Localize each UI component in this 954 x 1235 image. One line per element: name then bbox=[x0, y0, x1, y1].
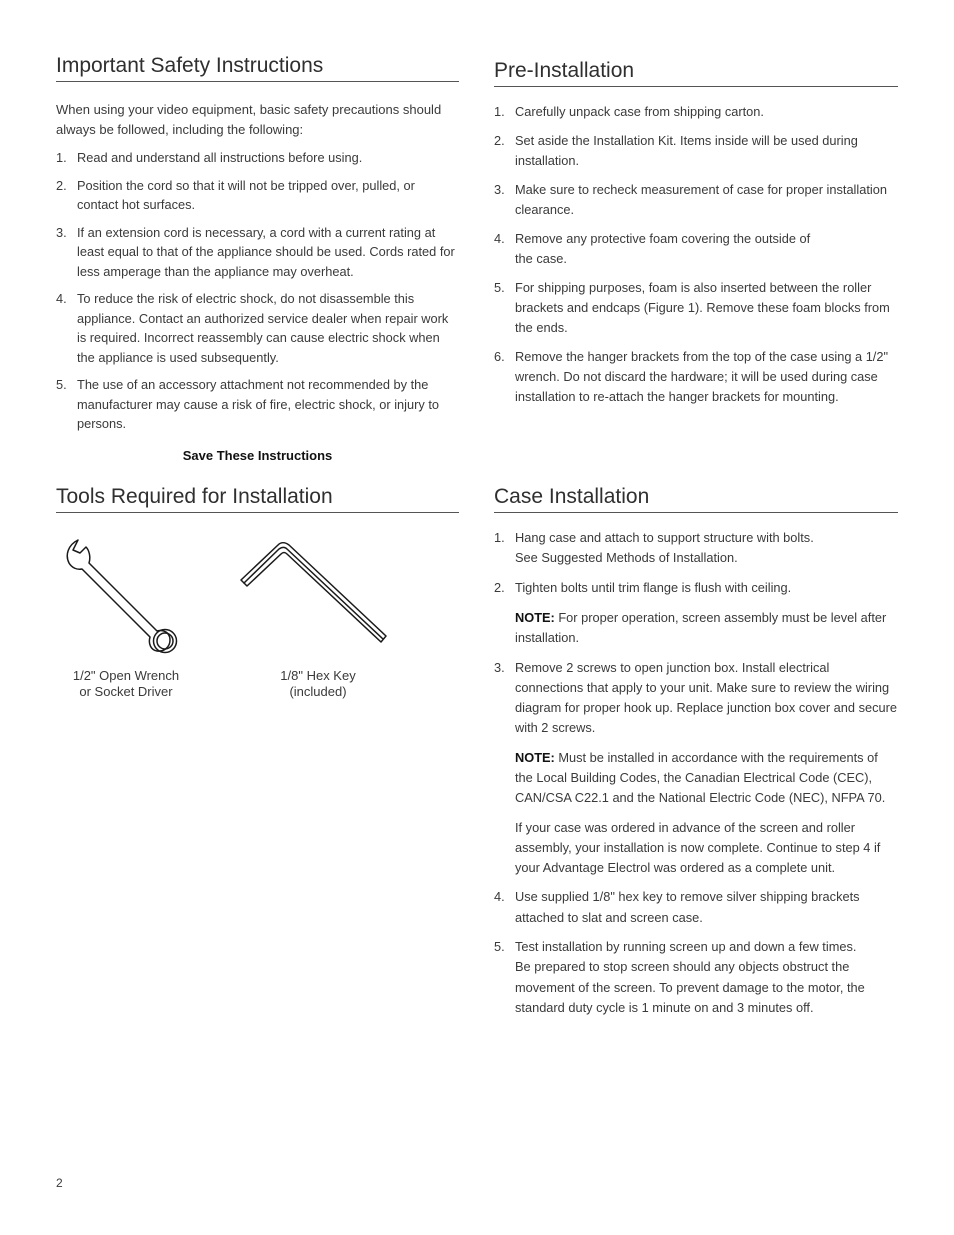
hex-key-icon bbox=[239, 541, 399, 656]
advance-order-paragraph: If your case was ordered in advance of the screen and roller assembly, your installation is now complete. Continue to step 4 if your Advantage Electrol was ordered as a complete unit. bbox=[515, 820, 881, 875]
wrench-caption: 1/2" Open Wrench or Socket Driver bbox=[72, 668, 180, 699]
list-item: 4. To reduce the risk of electric shock, do not disassemble this appliance. Contact an authorized service dealer when repair work is required. Incorrect reassembly can cause electric shock when the appliance is used subsequently. bbox=[56, 291, 449, 365]
safety-section bbox=[56, 54, 459, 463]
list-item: 1. Read and understand all instructions before using. bbox=[56, 150, 363, 165]
list-item: 5. Test installation by running screen up and down a few times. Be prepared to stop screen should any objects obstruct the movement of the screen. To prevent damage to the motor, the standard duty cycle is 1 minute on and 3 minutes off. bbox=[494, 939, 865, 1015]
pre-installation-section bbox=[494, 59, 898, 407]
list-item: 5. For shipping purposes, foam is also inserted between the roller brackets and endcaps (Figure 1). Remove these foam blocks from the ends. bbox=[494, 280, 890, 335]
list-item: 2. Set aside the Installation Kit. Items inside will be used during installation. bbox=[494, 133, 858, 168]
list-item: 1. Carefully unpack case from shipping carton. bbox=[494, 104, 764, 119]
page-number: 2 bbox=[56, 1176, 63, 1190]
list-item: 2. Position the cord so that it will not be tripped over, pulled, or contact hot surfaces. bbox=[56, 177, 415, 212]
tools-section bbox=[56, 485, 459, 715]
pre-installation-list bbox=[494, 102, 898, 407]
safety-list bbox=[56, 148, 459, 434]
pre-installation-title: Pre-Installation bbox=[494, 59, 898, 87]
list-item: 6. Remove the hanger brackets from the top of the case using a 1/2" wrench. Do not discard the hardware; it will be used during case installation to re-attach the hanger brackets for mounting. bbox=[494, 349, 889, 404]
list-item: 3. If an extension cord is necessary, a cord with a current rating at least equal to that of the appliance should be used. Cords rated for less amperage than the appliance may overheat. bbox=[56, 224, 455, 279]
case-installation-list bbox=[494, 528, 898, 598]
list-item: 5. The use of an accessory attachment not recommended by the manufacturer may cause a risk of fire, electric shock, or injury to persons. bbox=[56, 377, 439, 431]
save-instructions-label: Save These Instructions bbox=[182, 447, 333, 463]
tools-title: Tools Required for Installation bbox=[56, 485, 459, 513]
list-item: 4. Use supplied 1/8" hex key to remove silver shipping brackets attached to slat and screen case. bbox=[494, 889, 860, 925]
list-item: 2. Tighten bolts until trim flange is flush with ceiling. bbox=[494, 580, 792, 595]
case-installation-section bbox=[494, 485, 898, 1018]
list-item: 4. Remove any protective foam covering the outside of the case. bbox=[494, 231, 811, 266]
list-item: 1. Hang case and attach to support structure with bolts. See Suggested Methods of Installation. bbox=[494, 530, 814, 565]
list-item: 3. Make sure to recheck measurement of case for proper installation clearance. bbox=[494, 182, 887, 217]
case-installation-title: Case Installation bbox=[494, 485, 898, 513]
wrench-icon bbox=[64, 537, 194, 662]
note-level: NOTE: For proper operation, screen assembly must be level after installation. bbox=[515, 610, 887, 645]
note-codes: NOTE: Must be installed in accordance with the requirements of the Local Building Codes, the Canadian Electrical Code (CEC), CAN/CSA C22.1 and the National Electric Code (NEC), NFPA 70. bbox=[515, 750, 886, 805]
hex-key-caption: 1/8" Hex Key (included) bbox=[280, 668, 356, 699]
list-item: 3. Remove 2 screws to open junction box. Install electrical connections that apply to your unit. Make sure to review the wiring diagram for proper hook up. Replace junction box cover and secure with 2 screws. bbox=[494, 660, 897, 735]
safety-intro: When using your video equipment, basic safety precautions should always be followed, including the following: bbox=[56, 102, 442, 137]
safety-title: Important Safety Instructions bbox=[56, 54, 459, 82]
